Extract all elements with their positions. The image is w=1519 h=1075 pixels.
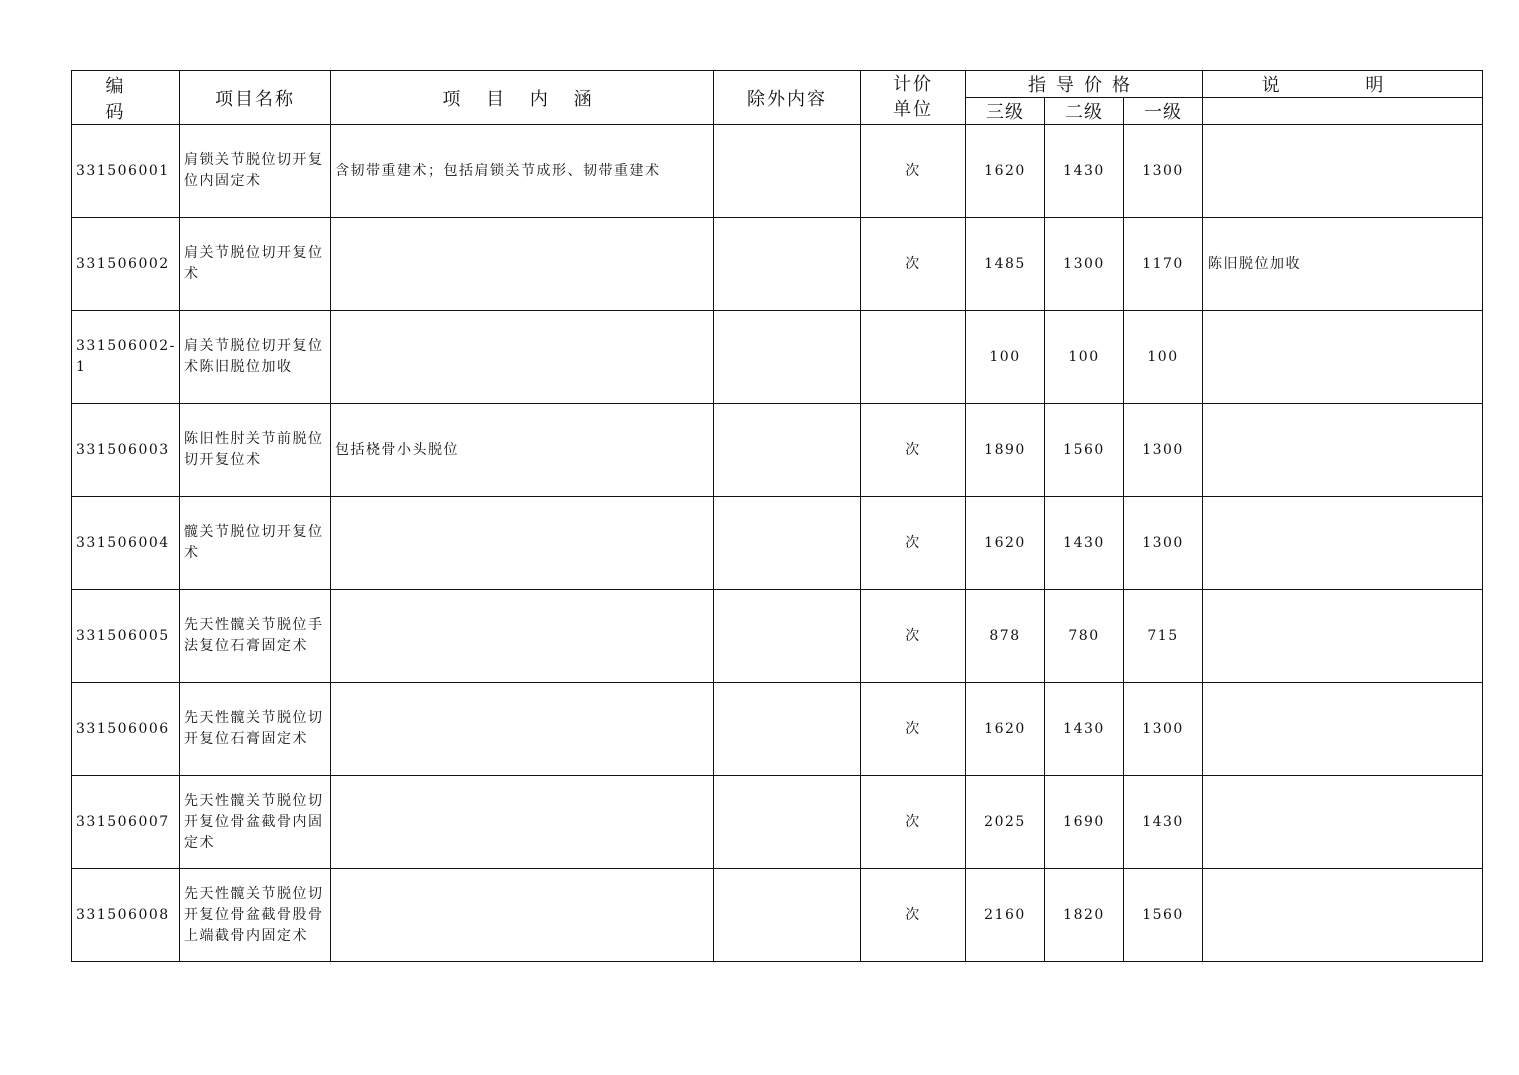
header-code: 编 码 xyxy=(72,71,180,125)
name-cell: 陈旧性肘关节前脱位切开复位术 xyxy=(180,404,331,497)
price-level2-cell: 1430 xyxy=(1045,497,1124,590)
price-level2-cell: 100 xyxy=(1045,311,1124,404)
code-cell: 331506001 xyxy=(72,125,180,218)
excluded-cell xyxy=(714,125,861,218)
content-cell: 含韧带重建术；包括肩锁关节成形、韧带重建术 xyxy=(331,125,714,218)
name-cell: 肩关节脱位切开复位术 xyxy=(180,218,331,311)
price-level1-cell: 100 xyxy=(1124,311,1203,404)
note-cell xyxy=(1203,869,1483,962)
content-cell xyxy=(331,869,714,962)
code-cell: 331506005 xyxy=(72,590,180,683)
name-cell: 肩锁关节脱位切开复位内固定术 xyxy=(180,125,331,218)
excluded-cell xyxy=(714,311,861,404)
code-cell: 331506007 xyxy=(72,776,180,869)
header-level1: 一级 xyxy=(1124,98,1203,125)
table-row xyxy=(72,683,1483,776)
content-cell xyxy=(331,218,714,311)
unit-cell xyxy=(861,311,966,404)
header-note: 说 明 xyxy=(1203,71,1483,98)
note-cell xyxy=(1203,125,1483,218)
unit-cell: 次 xyxy=(861,125,966,218)
price-level1-cell: 1300 xyxy=(1124,497,1203,590)
table-row xyxy=(72,497,1483,590)
unit-cell: 次 xyxy=(861,869,966,962)
content-cell xyxy=(331,683,714,776)
code-cell: 331506002 xyxy=(72,218,180,311)
price-level1-cell: 715 xyxy=(1124,590,1203,683)
code-cell: 331506002-1 xyxy=(72,311,180,404)
unit-cell: 次 xyxy=(861,404,966,497)
price-level3-cell: 1620 xyxy=(966,683,1045,776)
excluded-cell xyxy=(714,590,861,683)
content-cell xyxy=(331,590,714,683)
unit-cell: 次 xyxy=(861,683,966,776)
price-level1-cell: 1300 xyxy=(1124,404,1203,497)
name-cell: 先天性髋关节脱位切开复位石膏固定术 xyxy=(180,683,331,776)
price-table xyxy=(71,70,1483,962)
header-unit xyxy=(861,71,966,125)
header-level2: 二级 xyxy=(1045,98,1124,125)
header-guide-price: 指导价格 xyxy=(966,71,1203,98)
price-level2-cell: 1690 xyxy=(1045,776,1124,869)
price-level1-cell: 1430 xyxy=(1124,776,1203,869)
header-excluded: 除外内容 xyxy=(714,71,861,125)
table-row xyxy=(72,776,1483,869)
name-cell: 肩关节脱位切开复位术陈旧脱位加收 xyxy=(180,311,331,404)
code-cell: 331506004 xyxy=(72,497,180,590)
note-cell xyxy=(1203,683,1483,776)
unit-cell: 次 xyxy=(861,776,966,869)
name-cell: 先天性髋关节脱位切开复位骨盆截骨内固定术 xyxy=(180,776,331,869)
price-level3-cell: 1620 xyxy=(966,125,1045,218)
excluded-cell xyxy=(714,497,861,590)
table-row xyxy=(72,311,1483,404)
header-row-top xyxy=(72,71,1483,98)
note-cell xyxy=(1203,311,1483,404)
price-level1-cell: 1300 xyxy=(1124,125,1203,218)
price-level1-cell: 1560 xyxy=(1124,869,1203,962)
price-level3-cell: 1890 xyxy=(966,404,1045,497)
note-cell xyxy=(1203,497,1483,590)
note-cell xyxy=(1203,404,1483,497)
content-cell xyxy=(331,497,714,590)
price-level2-cell: 1560 xyxy=(1045,404,1124,497)
excluded-cell xyxy=(714,404,861,497)
price-level2-cell: 1300 xyxy=(1045,218,1124,311)
table-row xyxy=(72,869,1483,962)
price-level3-cell: 1485 xyxy=(966,218,1045,311)
table-row xyxy=(72,125,1483,218)
excluded-cell xyxy=(714,776,861,869)
price-level3-cell: 2160 xyxy=(966,869,1045,962)
name-cell: 先天性髋关节脱位手法复位石膏固定术 xyxy=(180,590,331,683)
content-cell: 包括桡骨小头脱位 xyxy=(331,404,714,497)
header-unit-line2: 单位 xyxy=(893,99,933,120)
header-name: 项目名称 xyxy=(180,71,331,125)
excluded-cell xyxy=(714,683,861,776)
unit-cell: 次 xyxy=(861,218,966,311)
code-cell: 331506003 xyxy=(72,404,180,497)
price-level2-cell: 1430 xyxy=(1045,683,1124,776)
name-cell: 髋关节脱位切开复位术 xyxy=(180,497,331,590)
price-level3-cell: 100 xyxy=(966,311,1045,404)
code-cell: 331506006 xyxy=(72,683,180,776)
price-level1-cell: 1300 xyxy=(1124,683,1203,776)
excluded-cell xyxy=(714,869,861,962)
price-level3-cell: 878 xyxy=(966,590,1045,683)
header-note-blank xyxy=(1203,98,1483,125)
name-cell: 先天性髋关节脱位切开复位骨盆截骨股骨上端截骨内固定术 xyxy=(180,869,331,962)
price-level2-cell: 780 xyxy=(1045,590,1124,683)
note-cell: 陈旧脱位加收 xyxy=(1203,218,1483,311)
header-content: 项 目 内 涵 xyxy=(331,71,714,125)
content-cell xyxy=(331,311,714,404)
price-level1-cell: 1170 xyxy=(1124,218,1203,311)
price-level2-cell: 1430 xyxy=(1045,125,1124,218)
table-row xyxy=(72,404,1483,497)
unit-cell: 次 xyxy=(861,497,966,590)
code-cell: 331506008 xyxy=(72,869,180,962)
note-cell xyxy=(1203,776,1483,869)
note-cell xyxy=(1203,590,1483,683)
unit-cell: 次 xyxy=(861,590,966,683)
excluded-cell xyxy=(714,218,861,311)
content-cell xyxy=(331,776,714,869)
price-level3-cell: 2025 xyxy=(966,776,1045,869)
header-unit-line1: 计价 xyxy=(893,74,933,95)
table-row xyxy=(72,218,1483,311)
header-level3: 三级 xyxy=(966,98,1045,125)
price-level2-cell: 1820 xyxy=(1045,869,1124,962)
price-level3-cell: 1620 xyxy=(966,497,1045,590)
table-row xyxy=(72,590,1483,683)
